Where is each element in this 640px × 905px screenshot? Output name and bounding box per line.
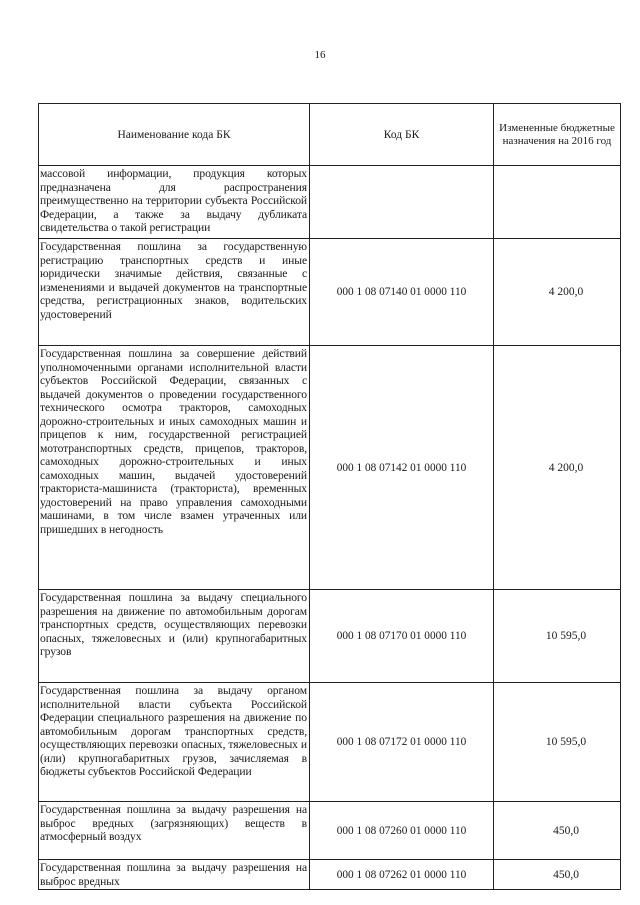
table-header-row xyxy=(39,104,621,166)
table-row xyxy=(39,860,621,890)
row-name: Государственная пошлина за выдачу специального разрешения на движение по автомобильным дорогам транспортных средств, осуществляющих перевозки опасных, тяжеловесных и (или) крупногабаритных грузов xyxy=(39,590,310,683)
row-code: 000 1 08 07172 01 0000 110 xyxy=(310,683,494,802)
table-row xyxy=(39,346,621,590)
row-code: 000 1 08 07142 01 0000 110 xyxy=(310,346,494,590)
row-name: Государственная пошлина за государственную регистрацию транспортных средств и иные юридически значимые действия, связанные с изменениями и выдачей документов на транспортные средства, регистрационных знаков, водительских удостоверений xyxy=(39,239,310,346)
table-row xyxy=(39,683,621,802)
row-name: Государственная пошлина за выдачу разрешения на выброс вредных xyxy=(39,860,310,890)
header-code: Код БК xyxy=(310,104,494,166)
row-code: 000 1 08 07260 01 0000 110 xyxy=(310,802,494,860)
row-name: Государственная пошлина за выдачу органом исполнительной власти субъекта Российской Федерации специального разрешения на движение по автомобильным дорогам транспортных средств, осуществляющих перевозки опасных, тяжеловесных и (или) крупногабаритных грузов, зачисляемая в бюджеты субъектов Российской Федерации xyxy=(39,683,310,802)
row-amount: 4 200,0 xyxy=(494,239,621,346)
page-number: 16 xyxy=(314,49,326,61)
row-code: 000 1 08 07140 01 0000 110 xyxy=(310,239,494,346)
row-code: 000 1 08 07262 01 0000 110 xyxy=(310,860,494,890)
row-amount: 10 595,0 xyxy=(494,590,621,683)
row-amount: 10 595,0 xyxy=(494,683,621,802)
table-row xyxy=(39,166,621,239)
row-name: Государственная пошлина за выдачу разрешения на выброс вредных (загрязняющих) веществ в атмосферный воздух xyxy=(39,802,310,860)
row-amount: 450,0 xyxy=(494,860,621,890)
row-amount: 4 200,0 xyxy=(494,346,621,590)
row-name: Государственная пошлина за совершение действий уполномоченными органами исполнительной власти субъектов Российской Федерации, связанных с выдачей документов о проведении государственного технического осмотра тракторов, самоходных дорожно-строительных и иных самоходных машин и прицепов к ним, государственной регистрацией мототранспортных средств, прицепов, тракторов, самоходных дорожно-строительных и иных самоходных машин, выдачей удостоверений тракториста-машиниста (тракториста), временных удостоверений на право управления самоходными машинами, в том числе взамен утраченных или пришедших в негодность xyxy=(39,346,310,590)
row-amount: 450,0 xyxy=(494,802,621,860)
header-name: Наименование кода БК xyxy=(39,104,310,166)
table-row xyxy=(39,239,621,346)
row-amount xyxy=(494,166,621,239)
row-code xyxy=(310,166,494,239)
row-code: 000 1 08 07170 01 0000 110 xyxy=(310,590,494,683)
header-amount: Измененные бюджетные назначения на 2016 год xyxy=(494,104,621,166)
table-row xyxy=(39,802,621,860)
row-name: массовой информации, продукция которых предназначена для распространения преимущественно на территории субъекта Российской Федерации, а также за выдачу дубликата свидетельства о такой регистрации xyxy=(39,166,310,239)
budget-codes-table xyxy=(38,103,621,890)
table-row xyxy=(39,590,621,683)
